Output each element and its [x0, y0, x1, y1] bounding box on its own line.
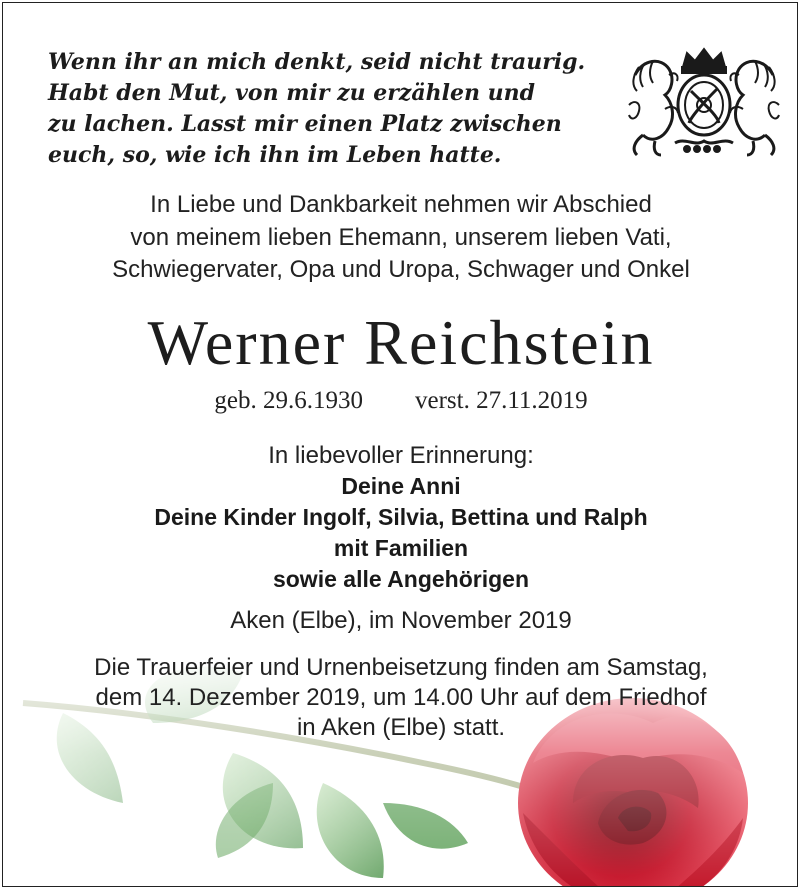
- birth-date: geb. 29.6.1930: [214, 387, 363, 414]
- place-and-date: Aken (Elbe), im November 2019: [230, 607, 572, 634]
- funeral-service-info: [3, 653, 798, 743]
- farewell-intro: [3, 189, 798, 287]
- service-line: Die Trauerfeier und Urnenbeisetzung finden am Samstag,: [94, 654, 708, 681]
- quote-line: euch, so, wie ich ihn im Leben hatte.: [48, 142, 502, 168]
- obituary-card: [2, 2, 798, 887]
- life-dates: [3, 383, 798, 419]
- intro-line: Schwiegervater, Opa und Uropa, Schwager und Onkel: [112, 256, 690, 283]
- service-line: dem 14. Dezember 2019, um 14.00 Uhr auf dem Friedhof: [95, 684, 707, 711]
- deceased-name: Werner Reichstein: [147, 307, 655, 378]
- quote-line: zu lachen. Lasst mir einen Platz zwischen: [48, 111, 562, 137]
- mourner-line: Deine Kinder Ingolf, Silvia, Bettina und Ralph: [154, 504, 648, 530]
- intro-line: von meinem lieben Ehemann, unserem lieben Vati,: [130, 223, 672, 251]
- coat-of-arms-icon: [625, 45, 783, 159]
- mourners-list: [3, 471, 798, 595]
- intro-line: In Liebe und Dankbarkeit nehmen wir Abschied: [150, 191, 652, 218]
- memorial-intro: In liebevoller Erinnerung:: [268, 442, 534, 469]
- service-line: in Aken (Elbe) statt.: [296, 714, 506, 741]
- death-date: verst. 27.11.2019: [414, 387, 588, 414]
- epitaph-quote: [48, 47, 623, 171]
- quote-line: Habt den Mut, von mir zu erzählen und: [48, 80, 535, 106]
- mourner-line: Deine Anni: [341, 473, 461, 499]
- mourner-line: mit Familien: [333, 535, 469, 561]
- mourner-line: sowie alle Angehörigen: [272, 566, 530, 592]
- quote-line: Wenn ihr an mich denkt, seid nicht traurig.: [48, 49, 586, 75]
